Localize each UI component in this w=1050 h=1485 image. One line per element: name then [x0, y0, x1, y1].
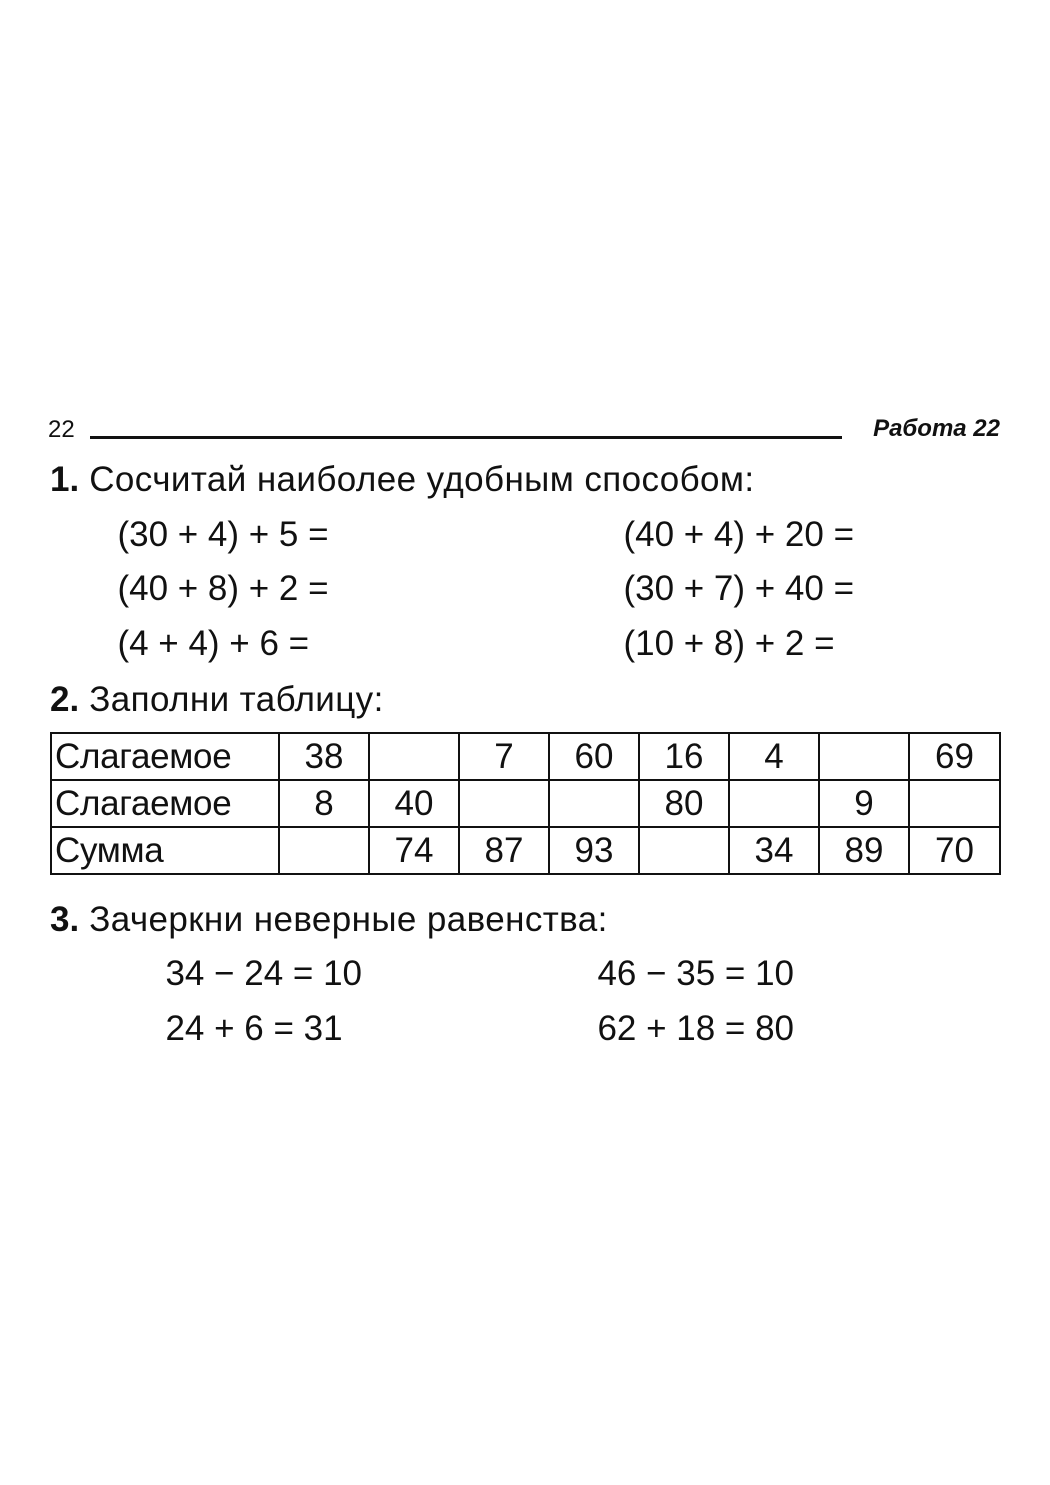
task-1-right-expressions [604, 515, 855, 675]
table-cell: 38 [279, 733, 369, 780]
row-label: Сумма [51, 827, 279, 874]
table-cell [369, 733, 459, 780]
task-1-left-expressions [98, 515, 329, 675]
work-title: Работа 22 [873, 415, 1000, 442]
header-rule [90, 436, 842, 439]
equality: 34 − 24 = 10 [165, 954, 363, 993]
expression: (40 + 4) + 20 = [623, 515, 855, 554]
table-cell: 40 [369, 780, 459, 827]
expression: (40 + 8) + 2 = [117, 569, 329, 608]
table-cell: 7 [459, 733, 549, 780]
expression: (4 + 4) + 6 = [117, 624, 310, 663]
expression: (30 + 7) + 40 = [623, 569, 855, 608]
table-cell [729, 780, 819, 827]
expression: (10 + 8) + 2 = [623, 624, 835, 663]
task-1-heading [50, 460, 1000, 500]
table-cell [549, 780, 639, 827]
page-header [48, 410, 1000, 446]
table-cell [819, 733, 909, 780]
row-label: Слагаемое [51, 780, 279, 827]
task-instruction: Зачеркни неверные равенства: [89, 900, 608, 939]
task-3-right-equalities [578, 954, 795, 1074]
table-cell: 93 [549, 827, 639, 874]
task-instruction: Сосчитай наиболее удобным способом: [89, 460, 755, 499]
table-cell: 69 [909, 733, 1000, 780]
task-instruction: Заполни таблицу: [89, 680, 384, 719]
table-cell: 16 [639, 733, 729, 780]
table-row [51, 780, 1000, 827]
table-cell: 87 [459, 827, 549, 874]
table-row [51, 827, 1000, 874]
row-label: Слагаемое [51, 733, 279, 780]
table-cell: 4 [729, 733, 819, 780]
task-number: 3. [50, 900, 80, 939]
table-cell: 60 [549, 733, 639, 780]
task-3-left-equalities [146, 954, 363, 1074]
task-number: 2. [50, 680, 80, 719]
table-cell [279, 827, 369, 874]
table-cell: 74 [369, 827, 459, 874]
table-cell [909, 780, 1000, 827]
table-cell: 89 [819, 827, 909, 874]
table-cell: 9 [819, 780, 909, 827]
table-cell: 80 [639, 780, 729, 827]
expression: (30 + 4) + 5 = [117, 515, 329, 554]
table-row [51, 733, 1000, 780]
table-cell: 8 [279, 780, 369, 827]
table-cell: 70 [909, 827, 1000, 874]
table-cell [639, 827, 729, 874]
task-number: 1. [50, 460, 80, 499]
table-cell [459, 780, 549, 827]
table-cell: 34 [729, 827, 819, 874]
page-number: 22 [48, 416, 75, 443]
equality: 24 + 6 = 31 [165, 1009, 343, 1048]
equality: 46 − 35 = 10 [597, 954, 795, 993]
task-3-heading [50, 900, 1000, 940]
task-2-heading [50, 680, 1000, 720]
equality: 62 + 18 = 80 [597, 1009, 795, 1048]
sum-table [50, 732, 1001, 875]
